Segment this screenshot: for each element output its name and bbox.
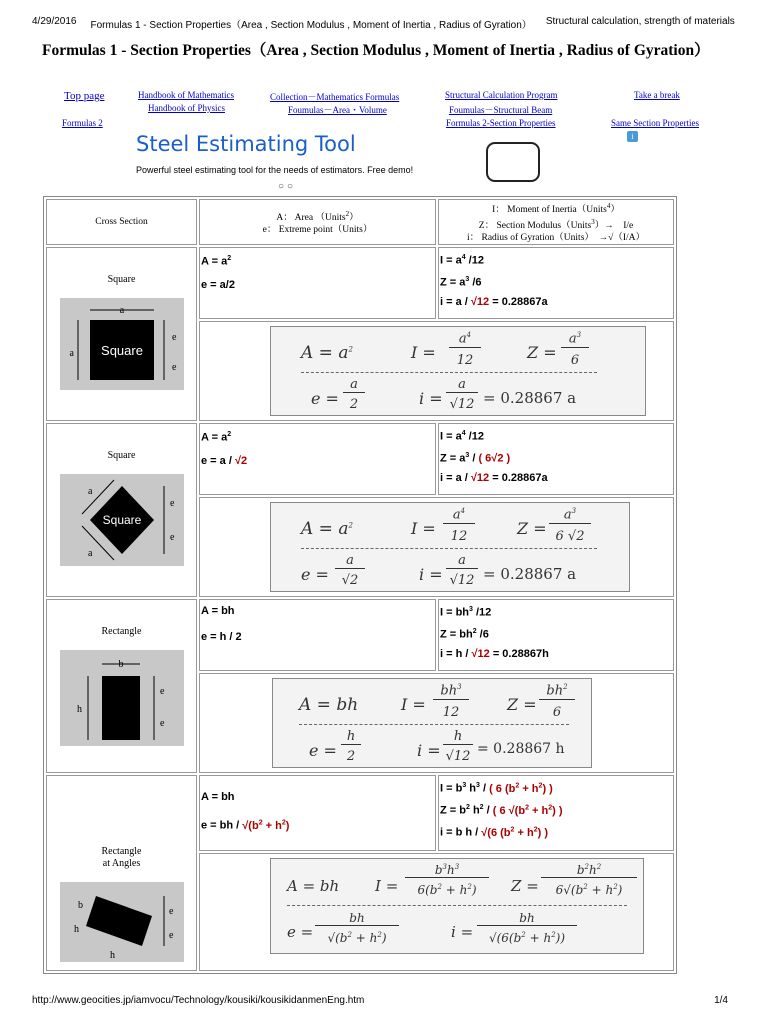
nav-structural-program[interactable]: Structural Calculation Program (445, 90, 558, 100)
svg-text:h: h (76, 704, 82, 716)
nav-handbook-math[interactable]: Handbook of Mathematics (138, 90, 234, 100)
nav-formulas-2[interactable]: Formulas 2 (62, 118, 103, 128)
svg-text:Square: Square (102, 513, 141, 528)
formula-image-rectangle-angled: A = bh I = $b^3h^3$ $6(b^2 + h^2)$ Z = $b^2h^2$ $6√(b^2 + h^2)$ e = bh $√(b^2 + h^2)$ i = bh $√(6(b^2 + h^2))$ (270, 858, 644, 954)
square-diagram (60, 298, 184, 390)
section-properties-table (43, 196, 677, 974)
svg-text:h: h (73, 924, 79, 936)
nav-same-section[interactable]: Same Section Properties (611, 118, 699, 128)
svg-text:a: a (119, 305, 124, 317)
svg-text:e: e (171, 362, 176, 374)
formula-cell (199, 853, 674, 971)
table-row (46, 599, 674, 671)
formula-image-rectangle: A = bh I = $bh^3$ 12 Z = $bh^2$ 6 e = h 2 i = h √12 = 0.28867 h (272, 678, 592, 768)
nav-formulas-area[interactable]: Foumulas－Area・Volume (288, 105, 387, 115)
cross-section-square-rotated (46, 423, 197, 597)
print-date: 4/29/2016 (32, 16, 77, 27)
ad-description: Powerful steel estimating tool for the needs of estimators. Free demo! (136, 165, 414, 175)
nav-handbook-physics[interactable]: Handbook of Physics (148, 103, 225, 113)
table-row (46, 775, 674, 851)
nav-collection-math[interactable]: Collection－Mathematics Formulas (270, 92, 400, 102)
ad-title[interactable]: Steel Estimating Tool (136, 132, 356, 156)
section-name: Square (107, 274, 136, 286)
table-header-row (46, 199, 674, 245)
header-area: A： Area （Units$^2$） e： Extreme point（Units） (199, 199, 436, 245)
nav-formulas-2-section[interactable]: Formulas 2-Section Properties (446, 118, 556, 128)
footer-page-number: 1/4 (714, 995, 728, 1006)
section-name: Rectangle at Angles (101, 846, 142, 870)
formula-cell (199, 497, 674, 597)
svg-text:b: b (77, 900, 83, 912)
header-inertia: I： Moment of Inertia（Units$^4$） Z： Section Modulus（Units$^3$）→ I/e i： Radius of Gyration（Units） →√（I/A） (438, 199, 674, 245)
header-cross-section: Cross Section (46, 199, 197, 245)
print-header (32, 16, 735, 31)
nav-take-a-break[interactable]: Take a break (634, 90, 680, 100)
svg-text:e: e (168, 930, 173, 942)
area-cell: $A = a^2$ e = a/2 (199, 247, 436, 319)
section-name: Rectangle (101, 626, 142, 638)
table-row (46, 247, 674, 319)
cross-section-rectangle (46, 599, 197, 773)
area-cell: A = bh e = bh / $√(b^2 + h^2)$ (199, 775, 436, 851)
footer-url: http://www.geocities.jp/iamvocu/Technology/kousiki/kousikidanmenEng.htm (32, 995, 365, 1006)
shape-label: Square (100, 343, 143, 359)
nav-top-page[interactable]: Top page (64, 90, 105, 102)
inertia-cell: $I = bh^3$ /12 $Z = bh^2$ /6 i = h / √12 = 0.28867h (438, 599, 674, 671)
svg-text:e: e (169, 498, 174, 510)
nav-structural-beam[interactable]: Foumulas－Structural Beam (449, 105, 553, 115)
area-cell: A = bh e = h / 2 (199, 599, 436, 671)
rectangle-diagram (60, 650, 184, 746)
svg-text:a: a (69, 348, 74, 360)
formula-image-square-rotated: $A = a^2$ I = $a^4$ 12 Z = $a^3$ 6 √2 e = a √2 i = a √12 = 0.28867 a (270, 502, 630, 592)
angled-rectangle-diagram (60, 882, 184, 962)
formula-image-square: $A = a^2$ I = $a^4$ 12 Z = $a^3$ 6 e = a 2 i = a √12 = 0.28867 a (270, 326, 646, 416)
table-row (46, 423, 674, 495)
inertia-cell: $I = a^4$ /12 $Z = a^3$ / ( 6√2 ) i = a / √12 = 0.28867a (438, 423, 674, 495)
page-title: Formulas 1 - Section Properties（Area , Section Modulus , Moment of Inertia , Radius of Gyration） (42, 42, 710, 59)
svg-text:e: e (159, 718, 164, 730)
inertia-cell: $I = b^3$ $h^3$ / ( 6 $(b^2 + h^2)$ ) $Z = b^2$ $h^2$ / ( 6 $√(b^2 + h^2)$ ) i = b h / √(6 $(b^2 + h^2)$ ) (438, 775, 674, 851)
svg-text:a: a (87, 486, 92, 498)
inertia-cell: $I = a^4$ /12 $Z = a^3$ /6 i = a / √12 = 0.28867a (438, 247, 674, 319)
print-site: Structural calculation, strength of materials (545, 16, 735, 27)
area-cell: $A = a^2$ e = a / √2 (199, 423, 436, 495)
cross-section-rectangle-angled (46, 775, 197, 971)
svg-text:a: a (87, 548, 92, 560)
ad-info-icon[interactable]: i (627, 131, 638, 142)
formula-cell (199, 321, 674, 421)
svg-text:b: b (118, 659, 123, 671)
cross-section-square (46, 247, 197, 421)
ad-pager-dots[interactable]: ○○ (278, 181, 297, 192)
section-name: Square (107, 450, 136, 462)
rotated-square-diagram (60, 474, 184, 566)
svg-text:h: h (109, 950, 115, 962)
svg-text:e: e (168, 906, 173, 918)
svg-text:e: e (169, 532, 174, 544)
svg-text:e: e (159, 686, 164, 698)
print-page-title: Formulas 1 - Section Properties（Area , Section Modulus , Moment of Inertia , Radius of Gyration） (90, 20, 532, 31)
formula-cell (199, 673, 674, 773)
ad-button[interactable] (486, 142, 540, 182)
svg-text:e: e (171, 332, 176, 344)
print-footer (32, 995, 728, 1006)
